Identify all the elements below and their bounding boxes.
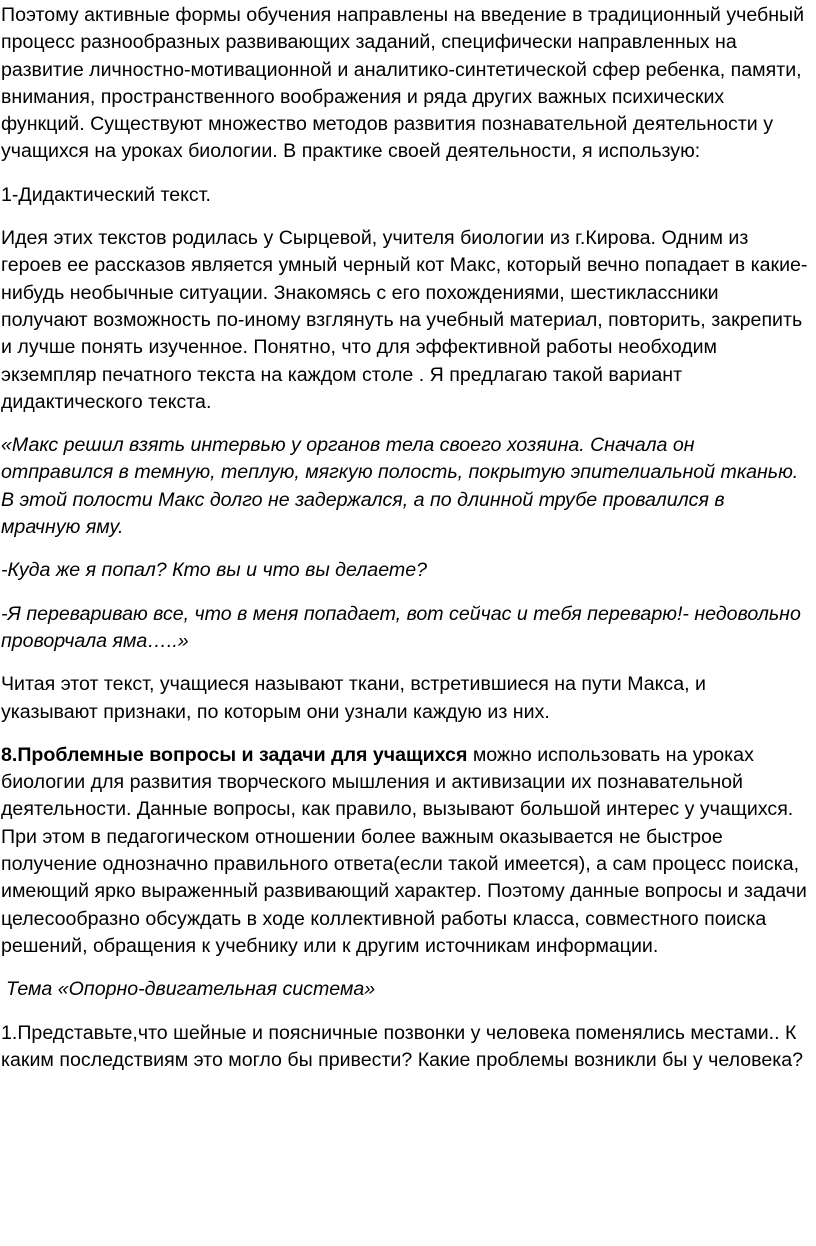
- reading-paragraph: Читая этот текст, учащиеся называют ткани, встретившиеся на пути Макса, и указывают признаки, по которым они узнали каждую из них.: [1, 673, 706, 723]
- intro-paragraph: Поэтому активные формы обучения направлены на введение в традиционный учебный процесс разнообразных развивающих заданий, специфически направленных на развитие личностно-мотивационной и аналитико-синтетической сфер ребенка, памяти, внимания, пространственного воображения и ряда других важных психических функций. Существуют множество методов развития познавательной деятельности у учащихся на уроках биологии. В практике своей деятельности, я использую:: [1, 4, 805, 163]
- problem-questions-heading: 8.Проблемные вопросы и задачи для учащихся: [1, 743, 468, 766]
- idea-paragraph: Идея этих текстов родилась у Сырцевой, учителя биологии из г.Кирова. Одним из героев ее рассказов является умный черный кот Макс, который вечно попадает в какие-нибудь необычные ситуации. Знакомясь с его похождениями, шестиклассники получают возможность по-иному взглянуть на учебный материал, повторить, закрепить и лучше понять изученное. Понятно, что для эффективной работы необходим экземпляр печатного текста на каждом столе . Я предлагаю такой вариант дидактического текста.: [1, 227, 808, 413]
- problem-questions-paragraph: [1, 742, 808, 960]
- didactic-text-heading: 1-Дидактический текст.: [1, 183, 211, 206]
- story-paragraph-3: -Я перевариваю все, что в меня попадает, вот сейчас и тебя переварю!- недовольно проворчала яма…..»: [1, 602, 801, 652]
- story-paragraph-2: -Куда же я попал? Кто вы и что вы делаете?: [1, 559, 427, 582]
- question-1-paragraph: 1.Представьте,что шейные и поясничные позвонки у человека поменялись местами.. К каким последствиям это могло бы привести? Какие проблемы возникли бы у человека?: [1, 1021, 804, 1071]
- topic-heading: Тема «Опорно-двигательная система»: [6, 978, 376, 1001]
- problem-questions-text: можно использовать на уроках биологии для развития творческого мышления и активизации их познавательной деятельности. Данные вопросы, как правило, вызывают большой интерес у учащихся. При этом в педагогическом отношении более важным оказывается не быстрое получение однозначно правильного ответа(если такой имеется), а сам процесс поиска, имеющий ярко выраженный развивающий характер. Поэтому данные вопросы и задачи целесообразно обсуждать в ходе коллективной работы класса, совместного поиска решений, обращения к учебнику или к другим источникам информации.: [1, 743, 807, 957]
- story-paragraph-1: «Макс решил взять интервью у органов тела своего хозяина. Сначала он отправился в темную, теплую, мягкую полость, покрытую эпителиальной тканью. В этой полости Макс долго не задержался, а по длинной трубе провалился в мрачную яму.: [1, 434, 799, 539]
